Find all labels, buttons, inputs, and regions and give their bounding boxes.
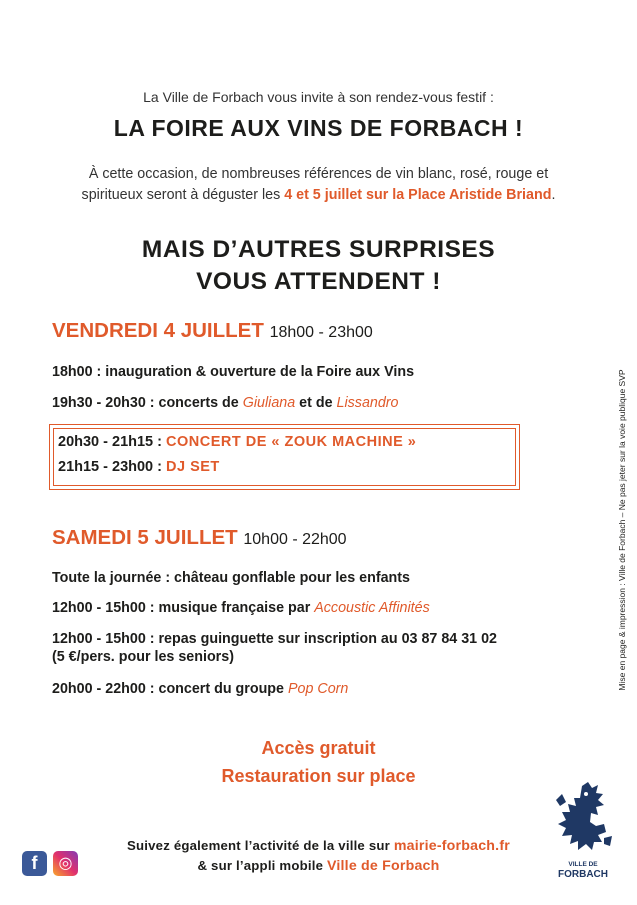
headline-line-1: MAIS D’AUTRES SURPRISES bbox=[141, 236, 496, 263]
logo-line-2: FORBACH bbox=[558, 869, 608, 880]
instagram-icon[interactable]: ◎ bbox=[53, 851, 78, 876]
paragraph-line-1: À cette occasion, de nombreuses références de vin blanc, rosé, rouge et bbox=[88, 166, 549, 182]
app-link[interactable]: Ville de Forbach bbox=[326, 858, 440, 874]
surprises-headline bbox=[0, 234, 637, 298]
friday-heading bbox=[52, 319, 373, 343]
artist-lissandro: Lissandro bbox=[336, 395, 399, 411]
saturday-heading bbox=[52, 526, 347, 550]
ville-de-forbach-logo bbox=[548, 780, 618, 880]
saturday-item-3: 12h00 - 15h00 : repas guinguette sur inscription au 03 87 84 31 02 (5 €/pers. pour les seniors) bbox=[52, 631, 497, 665]
logo-line-1: VILLE DE bbox=[568, 861, 598, 868]
highlight-box bbox=[49, 424, 520, 490]
artist-accoustic-affinites: Accoustic Affinités bbox=[314, 600, 430, 616]
box-item-djset: 21h15 - 23h00 : DJ SET bbox=[58, 459, 220, 475]
website-link[interactable]: mairie-forbach.fr bbox=[393, 838, 510, 854]
saturday-item-1: Toute la journée : château gonflable pour les enfants bbox=[52, 570, 411, 586]
print-credit-note: Mise en page & impression : Ville de Forbach – Ne pas jeter sur la voie publique SVP bbox=[617, 369, 627, 691]
box-item-zouk: 20h30 - 21h15 : CONCERT DE « ZOUK MACHINE » bbox=[58, 434, 417, 450]
headline-line-2: VOUS ATTENDENT ! bbox=[196, 268, 441, 295]
paragraph-line-2: spiritueux seront à déguster les 4 et 5 juillet sur la Place Aristide Briand. bbox=[81, 187, 556, 203]
friday-day: VENDREDI 4 JUILLET bbox=[52, 319, 264, 342]
friday-item-2: 19h30 - 20h30 : concerts de Giuliana et de Lissandro bbox=[52, 395, 399, 411]
page-title: LA FOIRE AUX VINS DE FORBACH ! bbox=[113, 115, 524, 141]
intro-paragraph bbox=[0, 164, 637, 206]
saturday-item-2: 12h00 - 15h00 : musique française par Accoustic Affinités bbox=[52, 600, 430, 616]
friday-item-1: 18h00 : inauguration & ouverture de la Foire aux Vins bbox=[52, 364, 415, 380]
free-access-text: Accès gratuit bbox=[261, 738, 376, 758]
lion-icon bbox=[548, 780, 618, 858]
saturday-day: SAMEDI 5 JUILLET bbox=[52, 526, 238, 549]
artist-giuliana: Giuliana bbox=[242, 395, 296, 411]
date-location-highlight: 4 et 5 juillet sur la Place Aristide Briand bbox=[284, 187, 552, 203]
saturday-item-4: 20h00 - 22h00 : concert du groupe Pop Corn bbox=[52, 681, 349, 697]
facebook-icon[interactable]: f bbox=[22, 851, 47, 876]
follow-line-2: & sur l’appli mobile Ville de Forbach bbox=[197, 858, 440, 874]
saturday-hours: 10h00 - 22h00 bbox=[243, 531, 347, 548]
intro-text: La Ville de Forbach vous invite à son rendez-vous festif : bbox=[143, 89, 494, 105]
follow-line-1: Suivez également l’activité de la ville sur mairie-forbach.fr bbox=[127, 838, 510, 854]
artist-pop-corn: Pop Corn bbox=[287, 681, 349, 697]
friday-hours: 18h00 - 23h00 bbox=[269, 324, 373, 341]
catering-text: Restauration sur place bbox=[221, 766, 416, 786]
